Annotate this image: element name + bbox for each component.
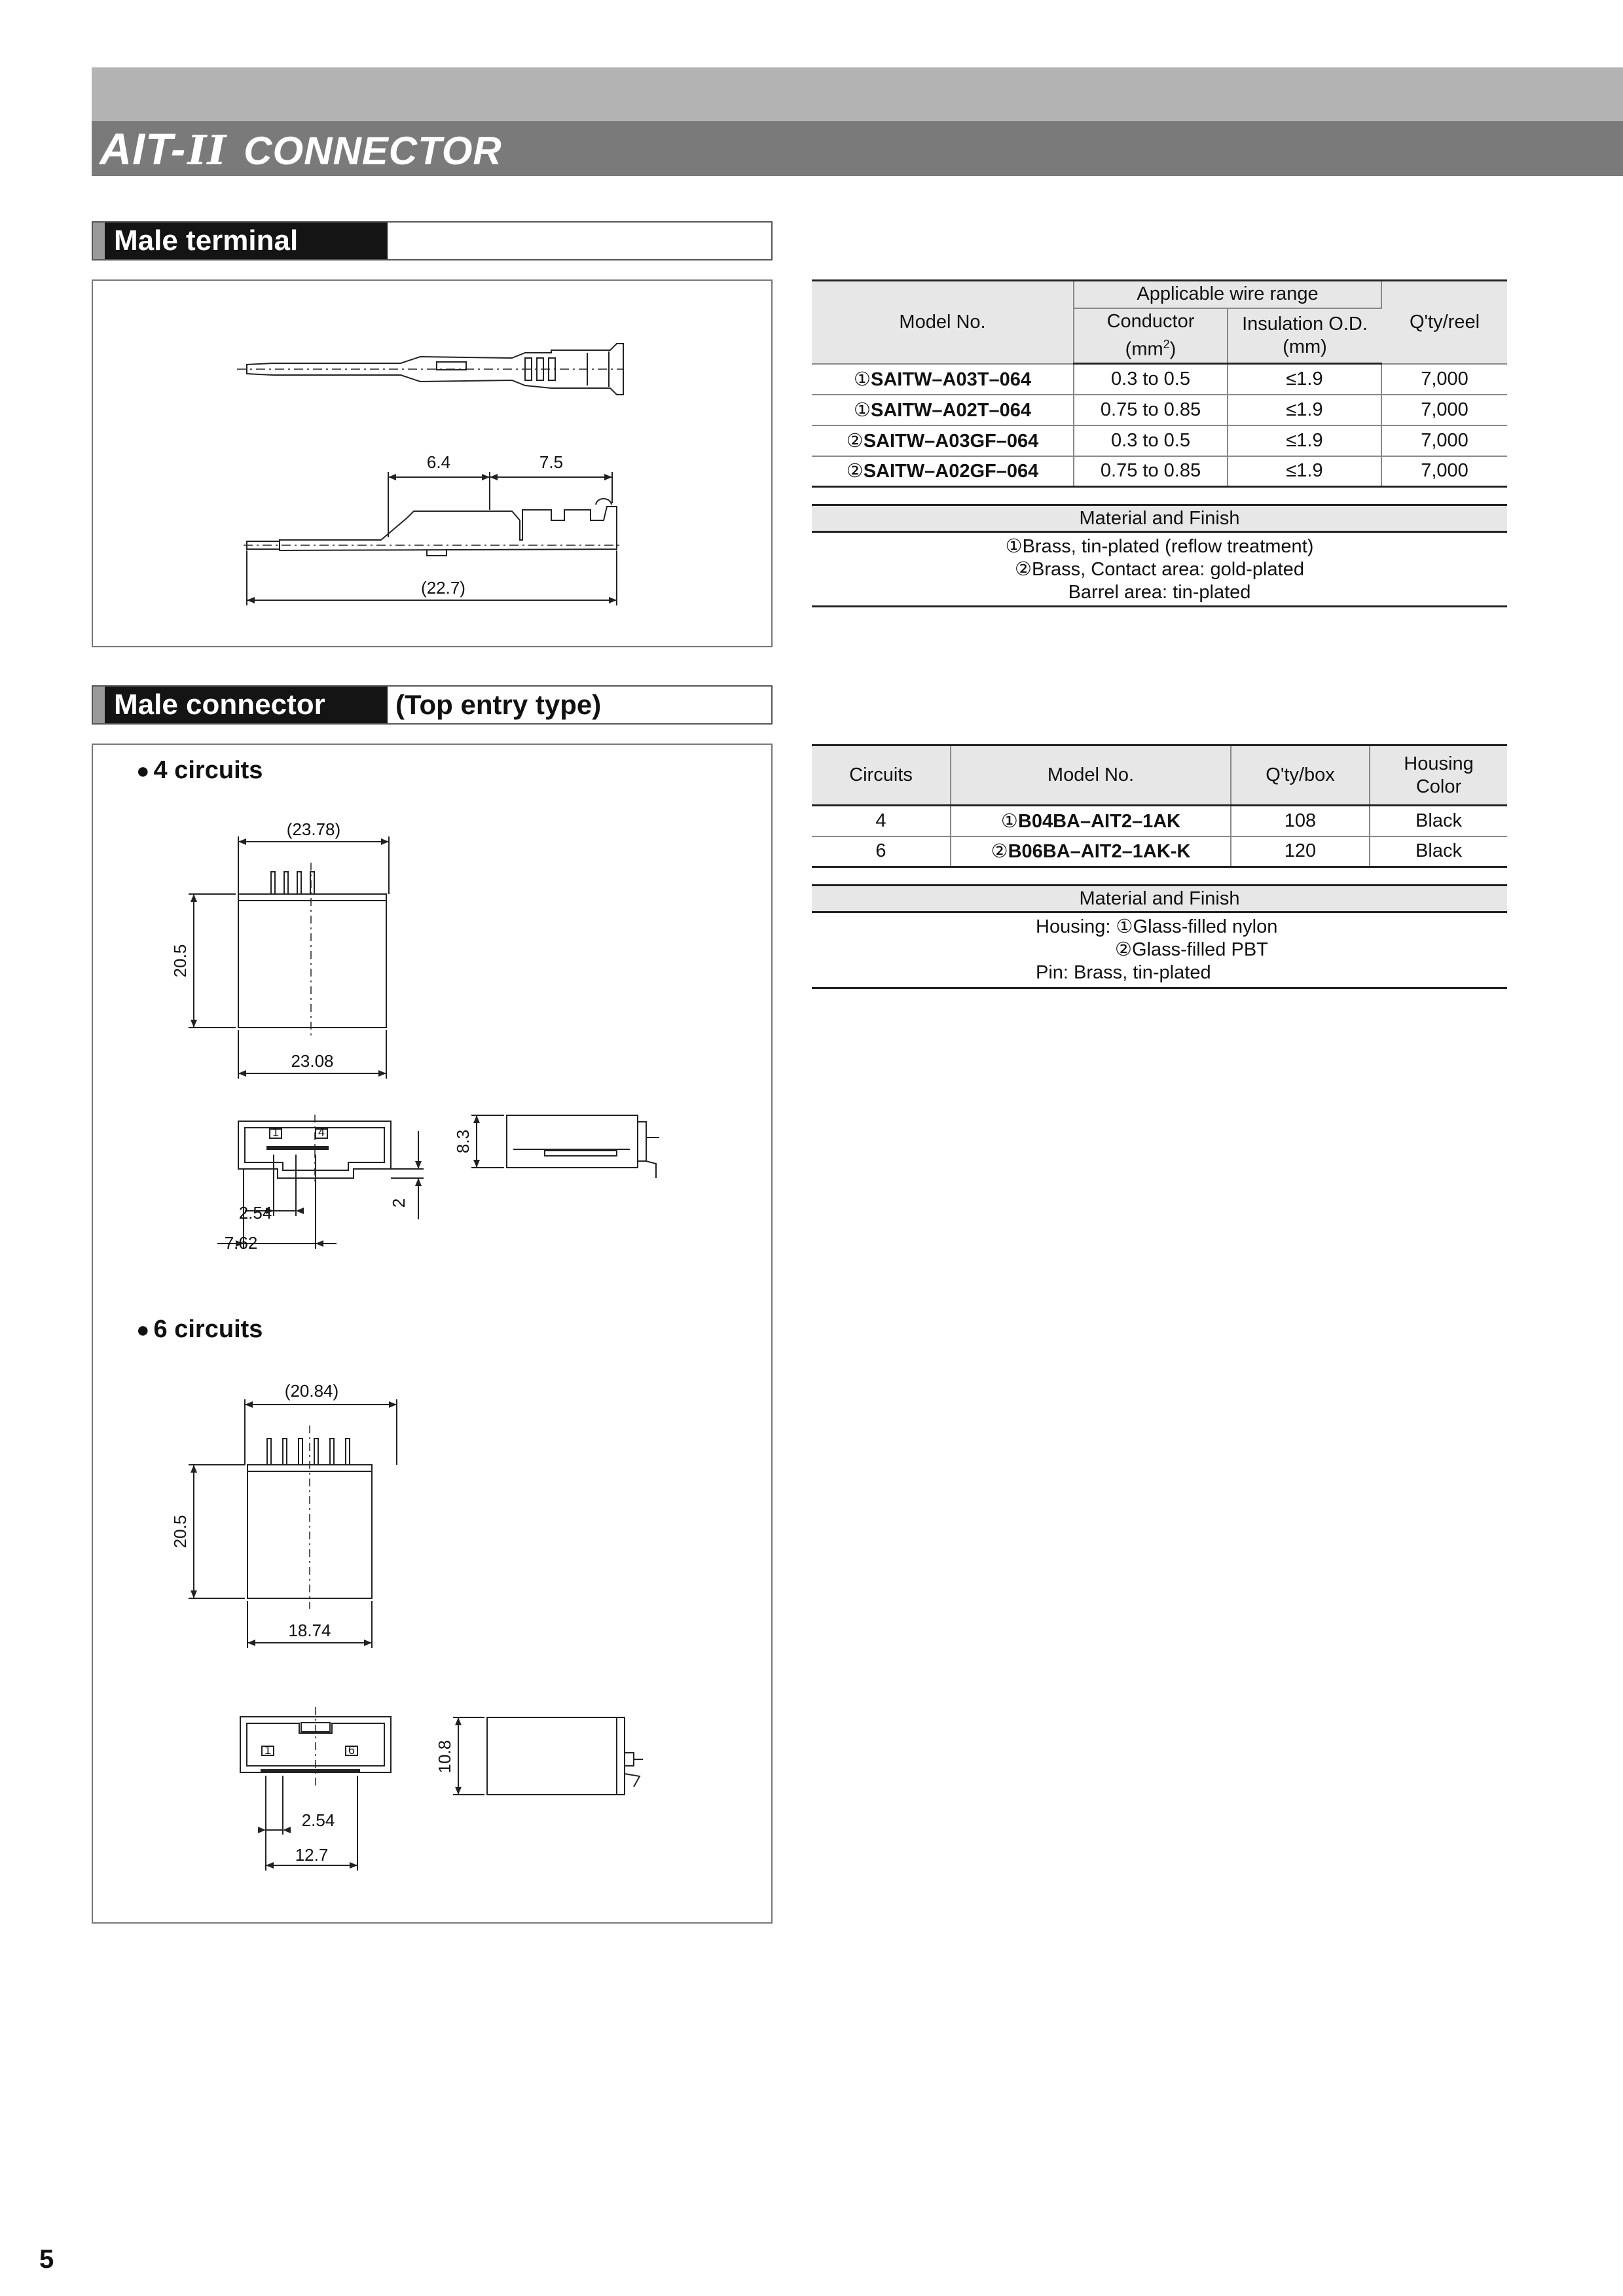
pin-label-last: 4 xyxy=(318,1126,325,1139)
table-row xyxy=(812,806,1507,836)
color-cell: Black xyxy=(1370,806,1507,836)
material-line: ②Glass-filled PBT xyxy=(1115,939,1268,960)
material-line: ①Brass, tin-plated (reflow treatment) xyxy=(1005,536,1314,557)
qty-cell: 120 xyxy=(1231,836,1370,867)
dim-6-4: 6.4 xyxy=(426,452,451,472)
material-line: Housing: ①Glass-filled nylon xyxy=(1036,916,1278,937)
four-circuits-title: ● 4 circuits xyxy=(136,757,263,784)
material-line: Barrel area: tin-plated xyxy=(1068,582,1251,603)
model-cell: ②SAITW–A02GF–064 xyxy=(812,456,1074,487)
dim-pitch: 2.54 xyxy=(301,1810,335,1830)
section-sublabel: (Top entry type) xyxy=(395,689,602,720)
conductor-cell: 0.75 to 0.85 xyxy=(1074,456,1228,487)
dim-top-width: (23.78) xyxy=(286,819,341,839)
table-row xyxy=(812,456,1507,487)
table-row xyxy=(812,836,1507,867)
col-qty-box: Q'ty/box xyxy=(1231,745,1370,806)
qty-cell: 108 xyxy=(1231,806,1370,836)
pin-label-first: 1 xyxy=(272,1126,280,1139)
qty-cell: 7,000 xyxy=(1381,425,1507,456)
model-cell: ②B06BA–AIT2–1AK-K xyxy=(951,836,1231,867)
terminal-material-block xyxy=(812,504,1507,607)
col-model-no: Model No. xyxy=(812,281,1074,364)
dim-span: 7.62 xyxy=(224,1233,258,1253)
dim-depth: 8.3 xyxy=(453,1129,473,1154)
material-heading: Material and Finish xyxy=(812,504,1507,533)
col-model-no: Model No. xyxy=(951,745,1231,806)
terminal-drawing-frame xyxy=(92,279,773,647)
terminal-spec-table-wrap xyxy=(812,279,1507,488)
qty-cell: 7,000 xyxy=(1381,395,1507,425)
insulation-cell: ≤1.9 xyxy=(1228,395,1381,425)
col-housing-color: Housing Color xyxy=(1370,745,1507,806)
material-line: Pin: Brass, tin-plated xyxy=(1036,962,1211,983)
material-body xyxy=(812,533,1507,607)
dim-pitch: 2.54 xyxy=(238,1203,272,1223)
material-body xyxy=(812,913,1507,989)
connector-drawing-frame xyxy=(92,744,773,1924)
dim-span: 12.7 xyxy=(295,1845,329,1865)
dim-body-width: 18.74 xyxy=(288,1621,331,1640)
col-circuits: Circuits xyxy=(812,745,951,806)
col-conductor: Conductor $(mm^2)$ xyxy=(1074,308,1228,364)
dim-overall-length: (22.7) xyxy=(421,578,465,598)
insulation-cell: ≤1.9 xyxy=(1228,425,1381,456)
terminal-spec-table xyxy=(812,279,1507,488)
model-cell: ①SAITW–A03T–064 xyxy=(812,364,1074,395)
material-heading: Material and Finish xyxy=(812,884,1507,913)
dim-body-width: 23.08 xyxy=(291,1051,334,1071)
terminal-drawing xyxy=(93,281,771,646)
col-wire-range: Applicable wire range xyxy=(1074,281,1381,308)
model-cell: ②SAITW–A03GF–064 xyxy=(812,425,1074,456)
page-title: AIT-II CONNECTOR xyxy=(100,124,502,174)
qty-cell: 7,000 xyxy=(1381,456,1507,487)
dim-depth: 10.8 xyxy=(435,1740,454,1774)
model-cell: ①SAITW–A02T–064 xyxy=(812,395,1074,425)
conductor-cell: 0.3 to 0.5 xyxy=(1074,364,1228,395)
header-band-light xyxy=(92,67,1623,121)
dim-height: 20.5 xyxy=(170,1515,190,1549)
dim-top-width: (20.84) xyxy=(284,1381,339,1401)
connector-spec-table-wrap xyxy=(812,744,1507,868)
conductor-cell: 0.3 to 0.5 xyxy=(1074,425,1228,456)
table-row xyxy=(812,425,1507,456)
connector-material-block xyxy=(812,884,1507,989)
color-cell: Black xyxy=(1370,836,1507,867)
pin-label-first: 1 xyxy=(264,1744,272,1757)
six-circuit-drawing xyxy=(93,745,771,1922)
six-circuits-title: ● 6 circuits xyxy=(136,1316,263,1343)
dim-height: 20.5 xyxy=(170,944,190,978)
col-insulation: Insulation O.D. (mm) xyxy=(1228,308,1381,364)
table-row xyxy=(812,395,1507,425)
col-qty-reel: Q'ty/reel xyxy=(1381,281,1507,364)
model-cell: ①B04BA–AIT2–1AK xyxy=(951,806,1231,836)
dim-pin-length: 2 xyxy=(389,1198,409,1208)
section-label: Male terminal xyxy=(93,223,388,259)
circuits-cell: 6 xyxy=(812,836,951,867)
section-heading-male-connector xyxy=(92,685,773,725)
pin-label-last: 6 xyxy=(348,1744,356,1757)
dim-7-5: 7.5 xyxy=(539,452,564,472)
section-heading-male-terminal xyxy=(92,221,773,260)
section-label: Male connector xyxy=(93,687,388,723)
insulation-cell: ≤1.9 xyxy=(1228,364,1381,395)
qty-cell: 7,000 xyxy=(1381,364,1507,395)
circuits-cell: 4 xyxy=(812,806,951,836)
table-row xyxy=(812,364,1507,395)
material-line: ②Brass, Contact area: gold-plated xyxy=(1015,559,1304,580)
page-number: 5 xyxy=(39,2245,54,2274)
insulation-cell: ≤1.9 xyxy=(1228,456,1381,487)
conductor-cell: 0.75 to 0.85 xyxy=(1074,395,1228,425)
connector-spec-table xyxy=(812,744,1507,868)
